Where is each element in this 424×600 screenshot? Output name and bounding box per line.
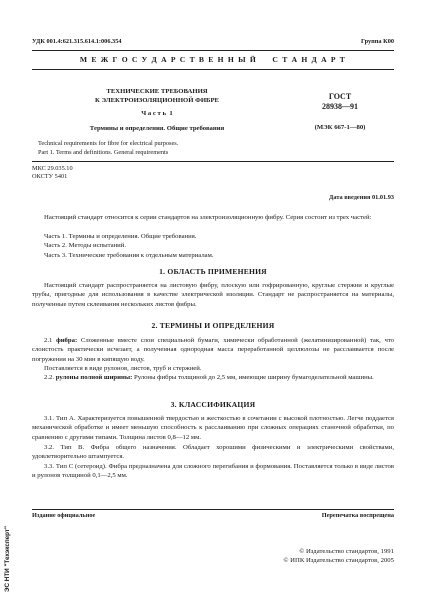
clause-3-3: 3.3. Тип С (сетероид). Фибра предназначена для сложного перегибания и формования. Поставляется только в виде листов и рулонов толщиной 0,1—2,5 мм. bbox=[32, 463, 394, 480]
gost-number: 28938—91 bbox=[322, 102, 358, 111]
official-edition: Издание официальное bbox=[32, 512, 96, 519]
doc-title-line2: К ЭЛЕКТРОИЗОЛЯЦИОННОЙ ФИБРЕ bbox=[94, 97, 220, 104]
term-2-2-term: рулоны полной ширины: bbox=[55, 374, 133, 381]
parts-list-item: Часть 3. Технические требования к отдельным материалам. bbox=[44, 251, 214, 259]
term-2-1-note: Поставляется в виде рулонов, листов, труб и стержней. bbox=[44, 365, 202, 372]
introduction-date: Дата введения 01.01.93 bbox=[329, 194, 394, 201]
clause-3-2: 3.2. Тип В. Фибра общего назначения. Обладает хорошими физическими и электрическими свойствами, удовлетворительно штампуется. bbox=[32, 444, 394, 461]
term-2-1-definition: Сложенные вместе слои специальной бумаги, химически обработанной (желатинизированной) так, что слоистость практически исчезает, а полученная однородная масса переработанной целлюлозы не расслаивается после погружения на 30 мин в кипящую воду. bbox=[32, 337, 395, 363]
okstu-code: ОКСТУ 5401 bbox=[32, 173, 68, 180]
iec-reference: (МЭК 667-1—80) bbox=[314, 124, 366, 131]
section-1-heading: 1. ОБЛАСТЬ ПРИМЕНЕНИЯ bbox=[159, 267, 267, 276]
doc-title-line1: ТЕХНИЧЕСКИЕ ТРЕБОВАНИЯ bbox=[106, 88, 208, 95]
header-rule-top bbox=[32, 50, 394, 51]
copyright-1991: © Издательство стандартов, 1991 bbox=[299, 548, 394, 555]
term-2-1-number: 2.1 bbox=[44, 337, 53, 344]
english-title-line1: Technical requirements for fibre for electrical purposes. bbox=[38, 140, 179, 147]
interstate-standard-heading: М Е Ж Г О С У Д А Р С Т В Е Н Н Ы Й С Т А Н Д А Р Т bbox=[79, 55, 347, 64]
intro-paragraph: Настоящий стандарт относится к серии стандартов на электроизоляционную фибру. Серия состоит из трех частей: bbox=[44, 214, 372, 221]
doc-subtitle: Термины и определения. Общие требования bbox=[89, 125, 225, 132]
term-2-1-term: фибра: bbox=[56, 337, 78, 344]
gost-label: ГОСТ bbox=[328, 92, 352, 101]
title-block-rule bbox=[32, 161, 394, 162]
copyright-2005: © ИПК Издательство стандартов, 2005 bbox=[283, 557, 394, 564]
section-1-text: Настоящий стандарт распространяется на листовую фибру, плоскую или гофрированную, круглые стержни и круглые трубы, пригодные для использования в качестве электрической изоляции. Стандарт не распространяется на материалы, полученные путем склеивания нескольких листов фибры. bbox=[32, 282, 394, 308]
term-2-2-number: 2.2. bbox=[44, 374, 55, 381]
section-2-heading: 2. ТЕРМИНЫ И ОПРЕДЕЛЕНИЯ bbox=[151, 321, 275, 330]
term-2-1-paragraph bbox=[32, 336, 394, 364]
parts-list-item: Часть 2. Методы испытаний. bbox=[44, 242, 126, 250]
mks-code: МКС 29.035.10 bbox=[32, 165, 73, 172]
clause-3-1: 3.1. Тип А. Характеризуется повышенной твердостью и жесткостью в сочетании с высокой плотностью. Легче поддается механической обработке и имеет меньшую способность к расслаиванию при сложных операциях станочной обработки, по сравнению с другими типами. Толщина листов 0,8—12 мм. bbox=[32, 415, 394, 441]
section-3-heading: 3. КЛАССИФИКАЦИЯ bbox=[170, 400, 256, 409]
group-code: Группа К00 bbox=[360, 38, 394, 45]
udc-code: УДК 001.4:621.315.614.1:006.354 bbox=[32, 38, 122, 45]
parts-list-item: Часть 1. Термины и определения. Общие требования. bbox=[44, 233, 197, 240]
parts-list bbox=[44, 232, 214, 260]
footer-rule bbox=[32, 509, 394, 510]
doc-part: Ч а с т ь 1 bbox=[141, 110, 173, 117]
term-2-2-paragraph bbox=[32, 373, 394, 382]
header-rule-bottom bbox=[32, 69, 394, 70]
reprint-notice: Перепечатка воспрещена bbox=[321, 512, 394, 519]
sidebar-source-label: ЭС НТИ "Техэксперт" bbox=[4, 526, 11, 592]
english-title-line2: Part 1. Terms and definitions. General requirements bbox=[38, 149, 169, 156]
term-2-2-definition: Рулоны фибры толщиной до 2,5 мм, имеющие ширину бумагоделательной машины. bbox=[133, 374, 374, 381]
